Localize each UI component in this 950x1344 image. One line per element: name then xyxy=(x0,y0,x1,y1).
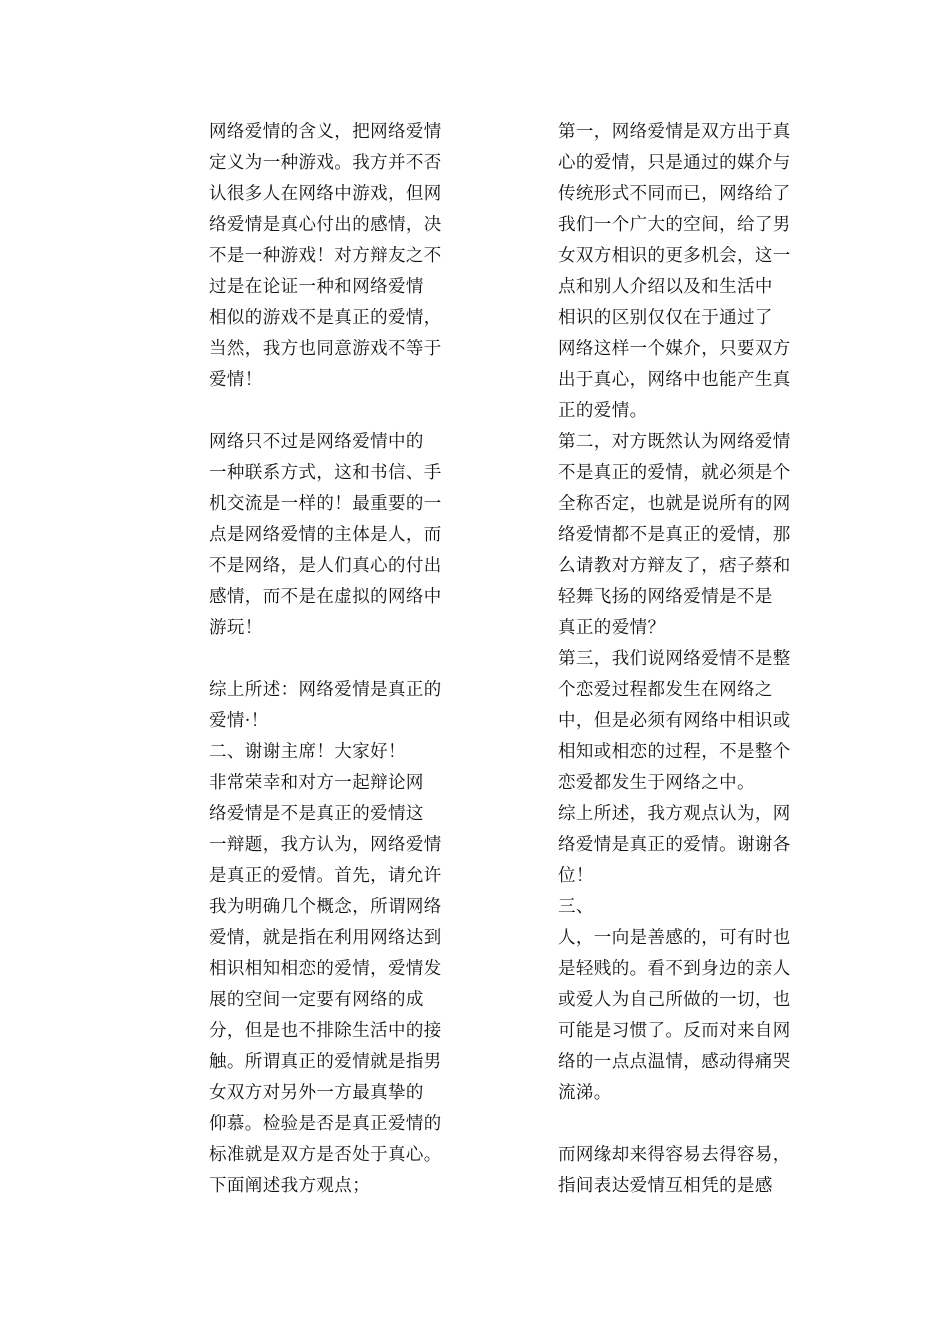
text-line: 流涕。 xyxy=(558,1083,612,1103)
text-line: 个恋爱过程都发生在网络之 xyxy=(558,680,773,700)
text-line: 全称否定，也就是说所有的网 xyxy=(558,494,791,514)
text-line: 我为明确几个概念，所谓网络 xyxy=(209,897,442,917)
text-line: 不是网络，是人们真心的付出 xyxy=(209,556,442,576)
text-line: 中，但是必须有网络中相识或 xyxy=(558,711,791,731)
right-text-column xyxy=(558,117,810,1202)
text-line: 不是真正的爱情，就必须是个 xyxy=(558,463,791,483)
text-line: 相识的区别仅仅在于通过了 xyxy=(558,308,773,328)
text-line: 而网缘却来得容易去得容易， xyxy=(558,1145,791,1165)
text-line: 爱情·！ xyxy=(209,711,269,731)
text-line: 女双方对另外一方最真挚的 xyxy=(209,1083,424,1103)
text-line: 网络爱情的含义，把网络爱情 xyxy=(209,122,442,142)
text-line: 女双方相识的更多机会，这一 xyxy=(558,246,791,266)
text-line xyxy=(209,644,461,675)
text-line: 三、 xyxy=(558,897,594,917)
text-line: 仰慕。检验是否是真正爱情的 xyxy=(209,1114,442,1134)
text-line: 下面阐述我方观点； xyxy=(209,1176,371,1196)
text-line: 真正的爱情？ xyxy=(558,618,666,638)
text-line: 分，但是也不排除生活中的接 xyxy=(209,1021,442,1041)
text-line: 当然，我方也同意游戏不等于 xyxy=(209,339,442,359)
text-line: 点和别人介绍以及和生活中 xyxy=(558,277,773,297)
text-line: 位！ xyxy=(558,866,594,886)
text-line: 络爱情是真正的爱情。谢谢各 xyxy=(558,835,791,855)
text-line: 络的一点点温情，感动得痛哭 xyxy=(558,1052,791,1072)
text-line: 第一，网络爱情是双方出于真 xyxy=(558,122,791,142)
text-line: 或爱人为自己所做的一切，也 xyxy=(558,990,791,1010)
text-line: 不是一种游戏！对方辩友之不 xyxy=(209,246,442,266)
text-line: 展的空间一定要有网络的成 xyxy=(209,990,424,1010)
text-line: 相似的游戏不是真正的爱情， xyxy=(209,308,442,328)
text-line: 第二，对方既然认为网络爱情 xyxy=(558,432,791,452)
text-line: 是轻贱的。看不到身边的亲人 xyxy=(558,959,791,979)
text-line: 非常荣幸和对方一起辩论网 xyxy=(209,773,424,793)
text-line: 爱情！ xyxy=(209,370,263,390)
text-line: 认很多人在网络中游戏，但网 xyxy=(209,184,442,204)
text-line: 网络只不过是网络爱情中的 xyxy=(209,432,424,452)
text-line: 出于真心，网络中也能产生真 xyxy=(558,370,791,390)
text-line: 标准就是双方是否处于真心。 xyxy=(209,1145,442,1165)
text-line: 正的爱情。 xyxy=(558,401,648,421)
text-line: 一种联系方式，这和书信、手 xyxy=(209,463,442,483)
text-line: 络爱情是不是真正的爱情这 xyxy=(209,804,424,824)
left-text-column xyxy=(209,117,461,1202)
text-line: 网络这样一个媒介，只要双方 xyxy=(558,339,791,359)
text-line: 爱情，就是指在利用网络达到 xyxy=(209,928,442,948)
text-line: 一辩题，我方认为，网络爱情 xyxy=(209,835,442,855)
text-line: 络爱情是真心付出的感情，决 xyxy=(209,215,442,235)
text-line: 触。所谓真正的爱情就是指男 xyxy=(209,1052,442,1072)
text-line: 恋爱都发生于网络之中。 xyxy=(558,773,755,793)
text-line: 相知或相恋的过程，不是整个 xyxy=(558,742,791,762)
text-line: 定义为一种游戏。我方并不否 xyxy=(209,153,442,173)
text-line: 过是在论证一种和网络爱情 xyxy=(209,277,424,297)
text-line: 综上所述，我方观点认为，网 xyxy=(558,804,791,824)
text-line: 是真正的爱情。首先，请允许 xyxy=(209,866,442,886)
text-line: 感情，而不是在虚拟的网络中 xyxy=(209,587,442,607)
text-line: 二、谢谢主席！大家好！ xyxy=(209,742,406,762)
text-line: 相识相知相恋的爱情，爱情发 xyxy=(209,959,442,979)
text-line: 么请教对方辩友了，痞子蔡和 xyxy=(558,556,791,576)
text-line: 传统形式不同而已，网络给了 xyxy=(558,184,791,204)
text-line: 点是网络爱情的主体是人，而 xyxy=(209,525,442,545)
text-line: 综上所述：网络爱情是真正的 xyxy=(209,680,442,700)
text-line: 人，一向是善感的，可有时也 xyxy=(558,928,791,948)
text-line: 游玩！ xyxy=(209,618,263,638)
text-line: 心的爱情，只是通过的媒介与 xyxy=(558,153,791,173)
text-line: 指间表达爱情互相凭的是感 xyxy=(558,1176,773,1196)
text-line: 我们一个广大的空间，给了男 xyxy=(558,215,791,235)
text-line xyxy=(209,396,461,427)
text-line: 可能是习惯了。反而对来自网 xyxy=(558,1021,791,1041)
text-line: 轻舞飞扬的网络爱情是不是 xyxy=(558,587,773,607)
text-line: 第三，我们说网络爱情不是整 xyxy=(558,649,791,669)
text-line: 络爱情都不是真正的爱情，那 xyxy=(558,525,791,545)
text-line xyxy=(558,1109,810,1140)
text-line: 机交流是一样的！最重要的一 xyxy=(209,494,442,514)
